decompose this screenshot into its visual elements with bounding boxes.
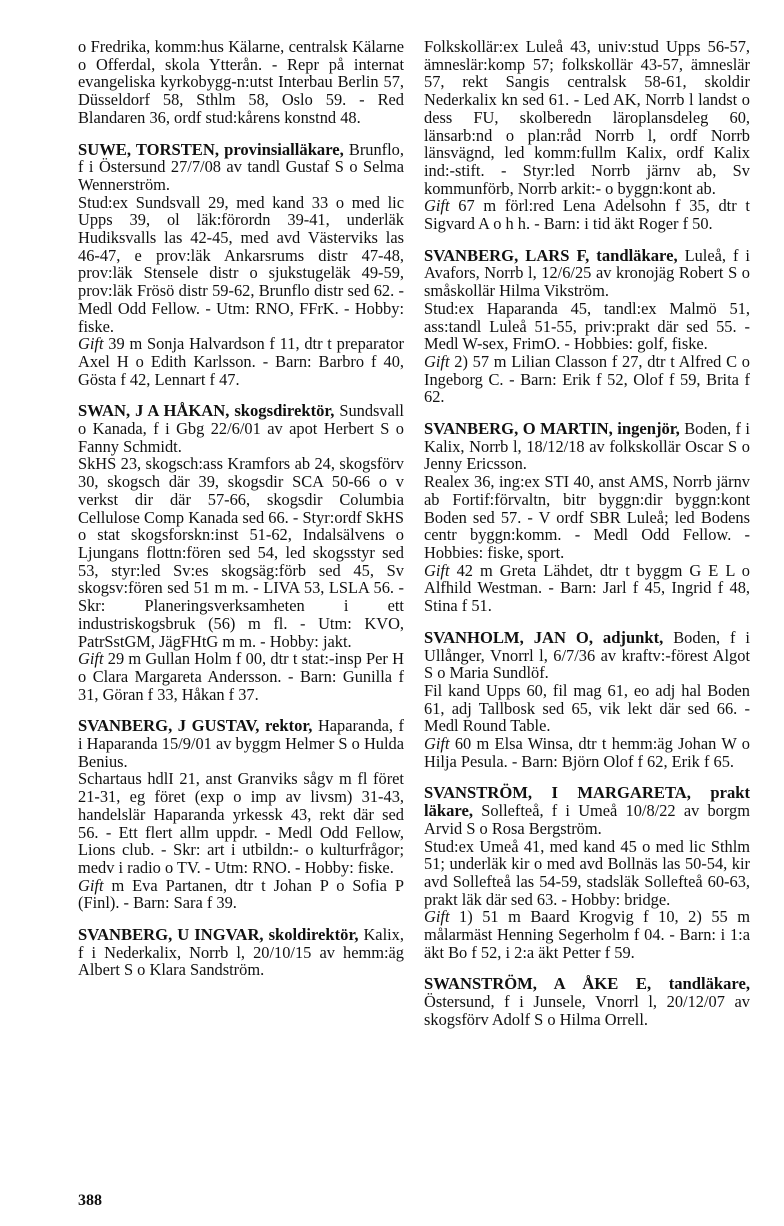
entry-paragraph bbox=[424, 629, 750, 682]
entry-text: Stud:ex Haparanda 45, tandl:ex Malmö 51, ass:tandl Luleå 51-55, priv:prakt där sed 55. - Medl W-sex, FrimO. - Hobbies: golf, fiske. bbox=[424, 298, 750, 354]
entry-paragraph bbox=[424, 975, 750, 1028]
entry-paragraph bbox=[424, 420, 750, 473]
entry-name: SVANBERG, J GUSTAV, bbox=[78, 716, 260, 736]
entry-occupation: prakt läkare, bbox=[424, 783, 750, 821]
right-column bbox=[424, 38, 750, 1043]
biography-entry bbox=[424, 420, 750, 615]
entry-paragraph bbox=[78, 402, 404, 455]
biography-entry bbox=[424, 629, 750, 771]
entry-paragraph bbox=[424, 38, 750, 197]
entry-paragraph bbox=[78, 650, 404, 703]
biography-entry bbox=[424, 975, 750, 1028]
entry-paragraph bbox=[424, 735, 750, 770]
entry-paragraph bbox=[424, 682, 750, 735]
entry-text: 1) 51 m Baard Krogvig f 10, 2) 55 m målarmäst Henning Segerholm f 04. - Barn: i 1:a äkt Bo f 52, i 2:a äkt Petter f 59. bbox=[424, 907, 750, 962]
entry-text: Realex 36, ing:ex STI 40, anst AMS, Norrb järnv ab Fortif:förvaltn, bitr byggn:dir byggn:kont Boden sed 57. - V ordf SBR Luleå; led Bodens centr byggn:komm. - Medl Odd Fellow. - Hobbies: fiske, sport. bbox=[424, 472, 750, 562]
entry-marriage-label: Gift bbox=[78, 334, 104, 354]
entry-marriage-label: Gift bbox=[424, 907, 450, 927]
entry-paragraph bbox=[78, 770, 404, 876]
entry-paragraph bbox=[424, 353, 750, 406]
entry-text: Haparanda, f i Haparanda 15/9/01 av byggm Helmer S o Hulda Benius. bbox=[78, 716, 404, 771]
entry-name: SUWE, TORSTEN, bbox=[78, 139, 220, 159]
entry-paragraph bbox=[78, 335, 404, 388]
entry-occupation: tandläkare, bbox=[668, 974, 750, 994]
entry-paragraph bbox=[424, 197, 750, 232]
entry-paragraph bbox=[78, 455, 404, 650]
entry-paragraph bbox=[78, 194, 404, 336]
entry-text: Stud:ex Umeå 41, med kand 45 o med lic Sthlm 51; underläk kir o med avd Bollnäs las 50-54, kir avd Sollefteå las 54-59, stadsläk Sollefteå 60-63, prakt läk där sed 63. - Hobby: bridge. bbox=[424, 836, 750, 909]
biography-entry bbox=[424, 784, 750, 961]
entry-marriage-label: Gift bbox=[424, 196, 450, 216]
entry-name: SVANBERG, LARS F, bbox=[424, 245, 590, 265]
entry-text: Brunflo, f i Östersund 27/7/08 av tandl Gustaf S o Selma Wennerström. bbox=[78, 139, 404, 194]
entry-paragraph bbox=[424, 473, 750, 562]
entry-paragraph bbox=[78, 877, 404, 912]
entry-text: SkHS 23, skogsch:ass Kramfors ab 24, skogsförv 30, skogsch där 39, skogsdir SCA 50-66 o v verkst dir där 57-66, skogsdir Columbia Cellulose Comp Kanada sed 66. - Styr:ordf SkHS o stat skogsforskn:inst 51-62, Indalsälvens o Ljungans flottn:fören sed 54, led skogsstyr sed 53, styr:led Sv:es skogsäg:förb sed 45, Sv skogsv:fören sed 51 m m. - LIVA 53, LSLA 56. - Skr: Planeringsverksamheten i ett industriskogsbruk (56) m fl. - Utm: KVO, PatrSstGM, JägFHtG m m. - Hobby: jakt. bbox=[78, 454, 404, 651]
entry-paragraph bbox=[78, 38, 404, 127]
entry-text: 29 m Gullan Holm f 00, dtr t stat:-insp Per H o Clara Margareta Andersson. - Barn: Gunilla f 31, Göran f 33, Håkan f 37. bbox=[78, 649, 404, 704]
entry-occupation: tandläkare, bbox=[596, 245, 678, 265]
entry-paragraph bbox=[424, 300, 750, 353]
entry-name: SVANHOLM, JAN O, bbox=[424, 627, 593, 647]
entry-paragraph bbox=[424, 247, 750, 300]
entry-marriage-label: Gift bbox=[78, 649, 104, 669]
entry-text: Östersund, f i Junsele, Vnorrl l, 20/12/07 av skogsförv Adolf S o Hilma Orrell. bbox=[424, 992, 750, 1029]
entry-text: 67 m förl:red Lena Adelsohn f 35, dtr t Sigvard A o h h. - Barn: i tid äkt Roger f 50. bbox=[424, 196, 750, 234]
entry-name: SWAN, J A HÅKAN, bbox=[78, 401, 230, 421]
entry-text: 2) 57 m Lilian Classon f 27, dtr t Alfred C o Ingeborg C. - Barn: Erik f 52, Olof f 59, Brita f 62. bbox=[424, 351, 750, 407]
entry-occupation: adjunkt, bbox=[602, 627, 664, 647]
entry-text: Kalix, f i Nederkalix, Norrb l, 20/10/15 av hemm:äg Albert S o Klara Sandström. bbox=[78, 925, 404, 980]
entry-marriage-label: Gift bbox=[424, 560, 450, 580]
biography-entry bbox=[78, 38, 404, 127]
entry-name: SVANBERG, O MARTIN, bbox=[424, 419, 613, 439]
entry-paragraph bbox=[78, 926, 404, 979]
entry-paragraph bbox=[424, 562, 750, 615]
entry-paragraph bbox=[424, 908, 750, 961]
biography-entry bbox=[78, 402, 404, 703]
entry-text: m Eva Partanen, dtr t Johan P o Sofia P (Finl). - Barn: Sara f 39. bbox=[78, 875, 405, 913]
entry-name: SWANSTRÖM, A ÅKE E, bbox=[424, 974, 652, 994]
entry-text: Sundsvall o Kanada, f i Gbg 22/6/01 av apot Herbert S o Fanny Schmidt. bbox=[78, 401, 404, 456]
entry-paragraph bbox=[78, 717, 404, 770]
entry-occupation: skogsdirektör, bbox=[234, 401, 335, 421]
entry-name: SVANSTRÖM, I MARGARETA, bbox=[424, 783, 691, 803]
biography-entry bbox=[424, 38, 750, 233]
entry-text: 60 m Elsa Winsa, dtr t hemm:äg Johan W o Hilja Pesula. - Barn: Björn Olof f 62, Erik f 65. bbox=[424, 734, 750, 771]
entry-marriage-label: Gift bbox=[78, 875, 104, 895]
entry-text: o Fredrika, komm:hus Kälarne, centralsk Kälarne o Offerdal, skola Ytterån. - Repr på internat evangeliska kyrkobygg-n:utst Interbau Berlin 57, Düsseldorf 58, Sthlm 58, Oslo 59. - Red Blandaren 36, ordf stud:kårens konstnd 48. bbox=[78, 37, 404, 127]
entry-marriage-label: Gift bbox=[424, 351, 450, 371]
entry-occupation: provinsialläkare, bbox=[224, 139, 344, 159]
entry-text: Folkskollär:ex Luleå 43, univ:stud Upps 56-57, ämneslär:komp 57; folkskollär 43-57, ämneslär 57, rekt Sangis centralsk 58-61, skoldir Nederkalix kn sed 61. - Led AK, Norrb l landst o dess FU, skolberedn läroplansdeleg 60, länsarb:nd o plan:råd Norrb l, ordf Norrb länsvägnd, led komm:fullm Kalix, ordf Kalix ind:-stift. - Styr:led Norrb järnv ab, Sv kommunförb, Norrb arkit:- o byggn:kont ab. bbox=[424, 37, 750, 198]
entry-name: SVANBERG, U INGVAR, bbox=[78, 925, 264, 945]
entry-text: Boden, f i Ullånger, Vnorrl l, 6/7/36 av kraftv:-förest Algot S o Maria Sundlöf. bbox=[424, 627, 750, 683]
entry-text: Stud:ex Sundsvall 29, med kand 33 o med lic Upps 39, ol läk:förordn 39-41, underläk Hudiksvalls las 42-45, med avd Västerviks las 46-47, e prov:läk Ankarsrums distr 47-48, prov:läk Stensele distr o sjukstugeläk 49-59, prov:läk Frösö distr 59-62, Brunflo distr sed 62. - Medl Odd Fellow. - Utm: RNO, FFrK. - Hobby: fiske. bbox=[78, 192, 404, 336]
page-number: 388 bbox=[78, 1192, 102, 1209]
biography-entry bbox=[78, 717, 404, 912]
entry-text: Luleå, f i Avafors, Norrb l, 12/6/25 av kronojäg Robert S o småskollär Hilma Vikström. bbox=[424, 245, 750, 301]
entry-occupation: skoldirektör, bbox=[268, 925, 359, 945]
biography-entry bbox=[78, 926, 404, 979]
entry-text: Sollefteå, f i Umeå 10/8/22 av borgm Arvid S o Rosa Bergström. bbox=[424, 801, 750, 838]
entry-text: Boden, f i Kalix, Norrb l, 18/12/18 av folkskollär Oscar S o Jenny Ericsson. bbox=[424, 419, 750, 474]
entry-text: 42 m Greta Lähdet, dtr t byggm G E L o Alfhild Westman. - Barn: Jarl f 45, Ingrid f 48, Stina f 51. bbox=[424, 560, 750, 616]
biography-entry bbox=[78, 141, 404, 389]
entry-occupation: rektor, bbox=[264, 716, 313, 736]
entry-marriage-label: Gift bbox=[424, 734, 450, 754]
entry-text: Schartaus hdlI 21, anst Granviks sågv m fl föret 21-31, eg föret (exp o imp av livsm) 31-43, handelslär Haparanda yrkessk 43, rekt där sed 56. - Ett flert allm uppdr. - Medl Odd Fellow, Lions club. - Skr: art i utbildn:- o kulturfrågor; medv i radio o TV. - Utm: RNO. - Hobby: fiske. bbox=[78, 769, 404, 877]
entry-paragraph bbox=[424, 838, 750, 909]
entry-paragraph bbox=[78, 141, 404, 194]
entry-text: 39 m Sonja Halvardson f 11, dtr t preparator Axel H o Edith Karlsson. - Barn: Barbro f 40, Gösta f 42, Lennart f 47. bbox=[78, 334, 404, 389]
entry-paragraph bbox=[424, 784, 750, 837]
biography-entry bbox=[424, 247, 750, 406]
entry-occupation: ingenjör, bbox=[617, 419, 680, 439]
entry-text: Fil kand Upps 60, fil mag 61, eo adj hal Boden 61, adj Tallbosk sed 65, vik lekt där sed 66. - Medl Round Table. bbox=[424, 680, 750, 736]
left-column bbox=[78, 38, 404, 993]
